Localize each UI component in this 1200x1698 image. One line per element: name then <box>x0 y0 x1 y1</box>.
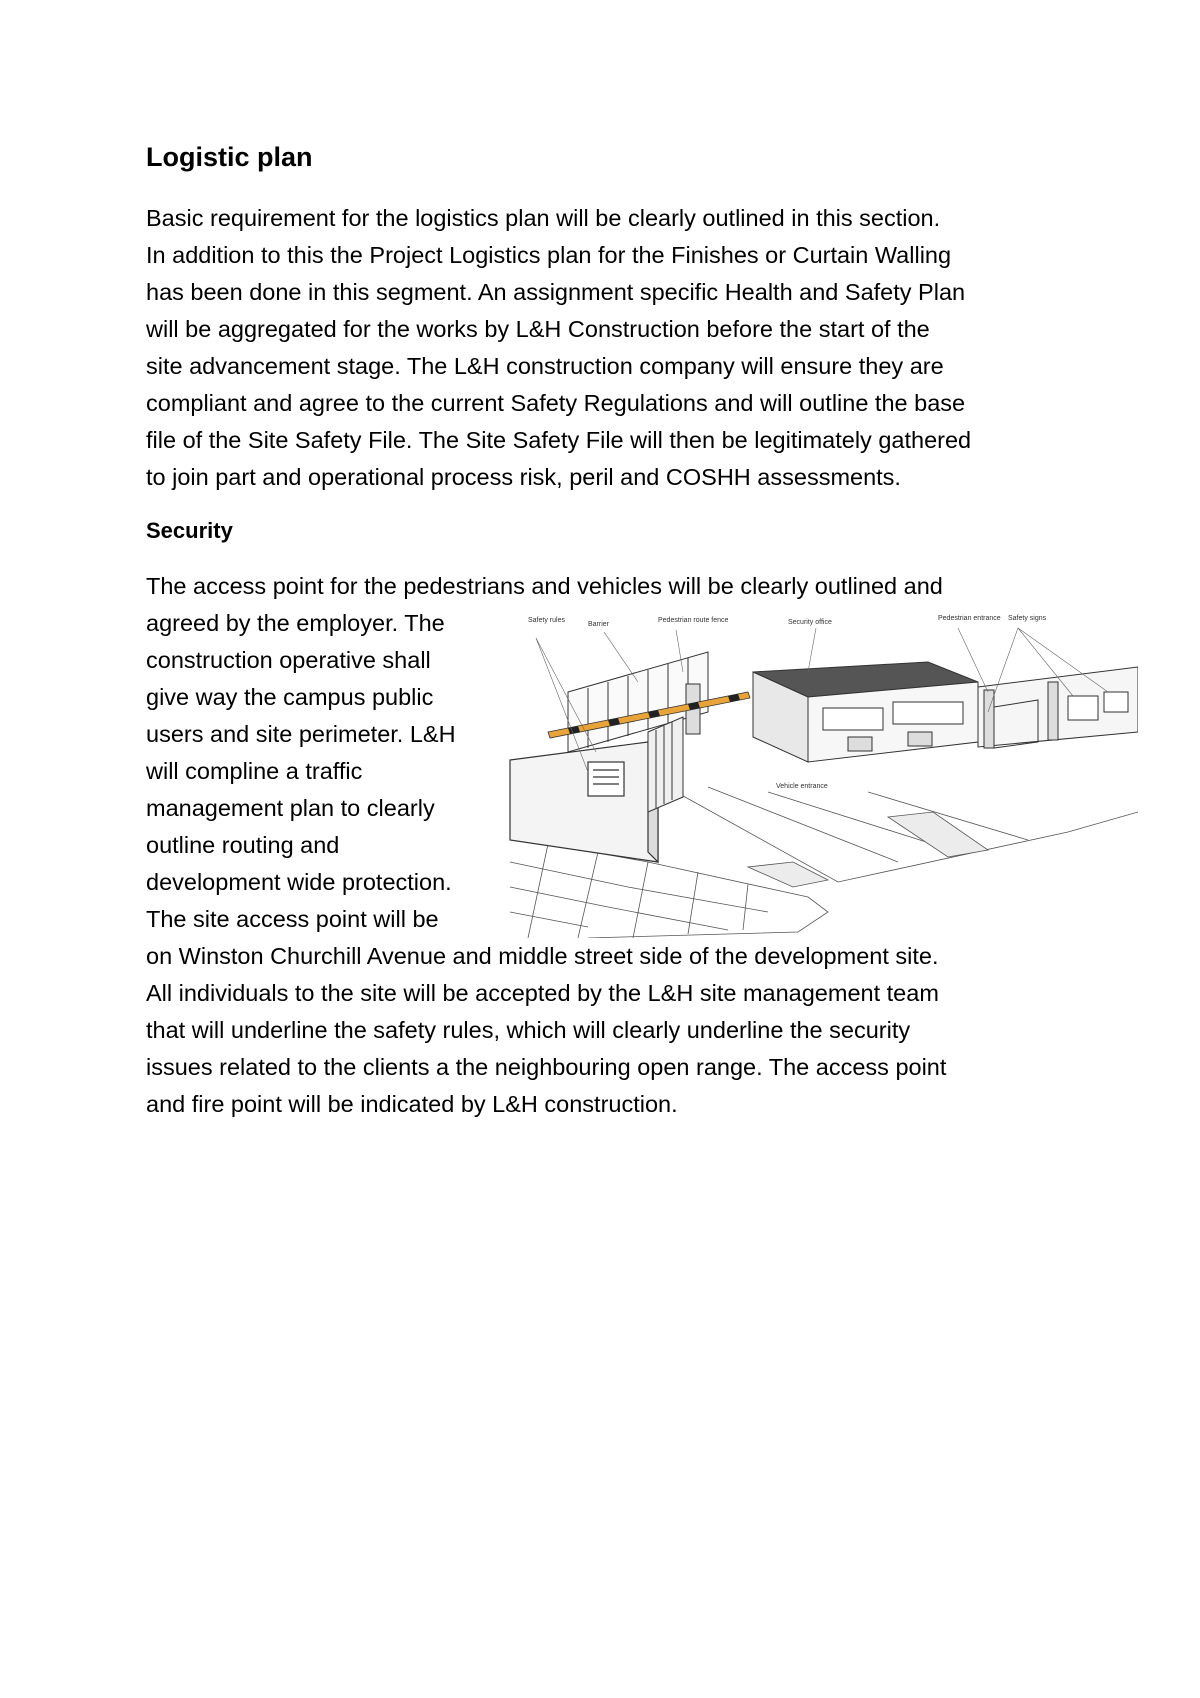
text-line: will compline a traffic <box>146 758 363 784</box>
text-line: to join part and operational process risk, peril and COSHH assessments. <box>146 464 901 490</box>
text-line: that will underline the safety rules, which will clearly underline the security <box>146 1017 911 1043</box>
text-line: site advancement stage. The L&H construction company will ensure they are <box>146 353 944 379</box>
perimeter-wall <box>510 742 658 862</box>
section-heading-security: Security <box>146 518 233 543</box>
text-line: management plan to clearly <box>146 795 435 821</box>
text-line: The access point for the pedestrians and vehicles will be clearly outlined and <box>146 573 943 599</box>
text-line: will be aggregated for the works by L&H Construction before the start of the <box>146 316 930 342</box>
label-security-office: Security office <box>788 619 832 626</box>
text-line: file of the Site Safety File. The Site Safety File will then be legitimately gathered <box>146 427 972 453</box>
text-line: development wide protection. <box>146 869 452 895</box>
text-line: has been done in this segment. An assignment specific Health and Safety Plan <box>146 279 966 305</box>
text-line: and fire point will be indicated by L&H construction. <box>146 1091 678 1117</box>
text-line: Basic requirement for the logistics plan will be clearly outlined in this section. <box>146 205 941 231</box>
text-line: issues related to the clients a the neighbouring open range. The access point <box>146 1054 947 1080</box>
text-line: compliant and agree to the current Safety Regulations and will outline the base <box>146 390 966 416</box>
text-line: give way the campus public <box>146 684 434 710</box>
label-safety-signs: Safety signs <box>1008 615 1047 622</box>
label-barrier: Barrier <box>588 621 610 628</box>
text-line: on Winston Churchill Avenue and middle street side of the development site. <box>146 943 939 969</box>
label-pedestrian-entrance: Pedestrian entrance <box>938 615 1001 622</box>
text-line: construction operative shall <box>146 647 431 673</box>
text-line: agreed by the employer. The <box>146 610 445 636</box>
label-safety-rules: Safety rules <box>528 617 565 624</box>
pedestrian-gate <box>978 667 1138 748</box>
text-line: outline routing and <box>146 832 340 858</box>
text-line: The site access point will be <box>146 906 439 932</box>
text-line: In addition to this the Project Logistics plan for the Finishes or Curtain Walling <box>146 242 952 268</box>
text-line: All individuals to the site will be accepted by the L&H site management team <box>146 980 939 1006</box>
site-entrance-illustration <box>508 612 1138 938</box>
label-vehicle-entrance: Vehicle entrance <box>776 783 828 790</box>
page-title: Logistic plan <box>146 142 313 172</box>
site-entrance-diagram <box>508 612 1138 938</box>
text-line: users and site perimeter. L&H <box>146 721 456 747</box>
security-office <box>753 662 978 762</box>
label-pedestrian-route-fence: Pedestrian route fence <box>658 617 729 624</box>
